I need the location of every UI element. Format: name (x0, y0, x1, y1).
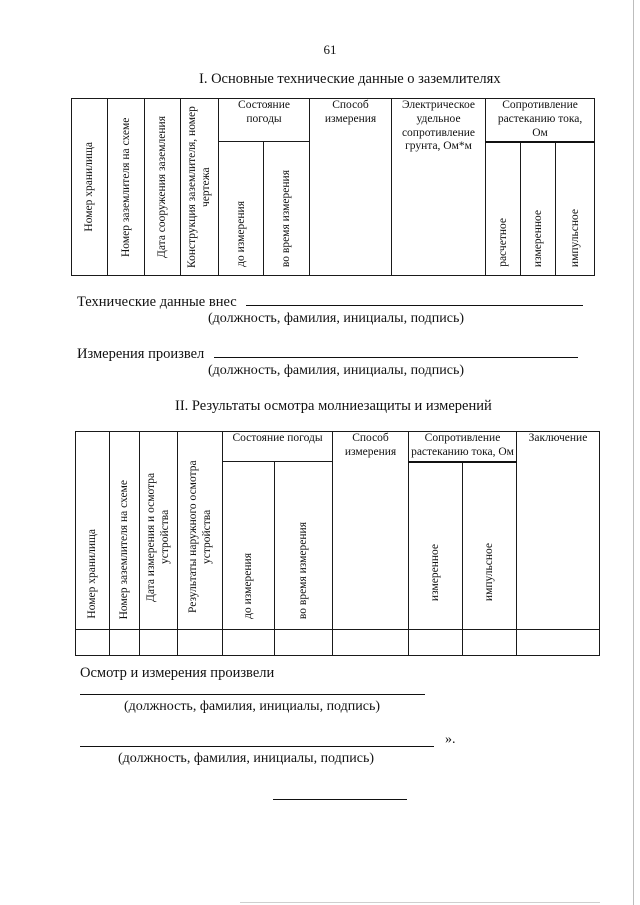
s2-h-results: Результаты наружного осмотра устройства (178, 432, 223, 630)
s2-cell-res-impulse[interactable] (463, 630, 517, 656)
inspected-caption-2: (должность, фамилия, инициалы, подпись) (118, 751, 375, 766)
inspected-by-label: Осмотр и измерения произвели (80, 665, 275, 681)
section1-title: I. Основные технические данные о заземлителях (199, 71, 501, 87)
section1-table (71, 98, 595, 276)
s2-cell-res-measured[interactable] (409, 630, 463, 656)
s1-h-build-date: Дата сооружения заземления (145, 99, 181, 276)
s2-h-res-impulse: импульсное (463, 462, 517, 630)
s2-h-grounder-no: Номер заземлителя на схеме (110, 432, 140, 630)
s2-empty-row (76, 630, 600, 656)
s2-h-resistance: Сопротивление растеканию тока, Ом (409, 432, 517, 462)
measured-by-label: Измерения произвел (77, 346, 205, 362)
s1-h-resistance: Сопротивление растеканию тока, Ом (486, 99, 595, 142)
s1-h-res-impulse: импульсное (556, 142, 595, 276)
page-edge (633, 0, 634, 905)
section2-title: II. Результаты осмотра молниезащиты и измерений (175, 398, 492, 414)
s2-cell-weather-before[interactable] (223, 630, 275, 656)
inspected-caption-1: (должность, фамилия, инициалы, подпись) (124, 699, 381, 714)
tech-data-signature-line[interactable] (246, 305, 583, 306)
measured-by-signature-line[interactable] (214, 357, 578, 358)
s2-h-weather-before: до измерения (223, 462, 275, 630)
s2-h-storage-no: Номер хранилища (76, 432, 110, 630)
s2-h-date: Дата измерения и осмотра устройства (140, 432, 178, 630)
s1-h-storage-no: Номер хранилища (72, 99, 108, 276)
s2-cell-grounder-no[interactable] (110, 630, 140, 656)
s1-h-res-calc: расчетное (486, 142, 521, 276)
s2-h-weather-during: во время измерения (275, 462, 333, 630)
inspected-signature-line-1[interactable] (80, 694, 425, 695)
tech-data-label: Технические данные внес (77, 294, 237, 310)
s2-h-conclusion: Заключение (517, 432, 600, 630)
s2-cell-method[interactable] (333, 630, 409, 656)
s2-h-res-measured: измеренное (409, 462, 463, 630)
section2-table (75, 431, 600, 656)
s2-cell-date[interactable] (140, 630, 178, 656)
s1-h-construction: Конструкция заземлителя, номер чертежа (181, 99, 219, 276)
s2-cell-results[interactable] (178, 630, 223, 656)
s2-cell-conclusion[interactable] (517, 630, 600, 656)
s2-h-weather: Состояние погоды (223, 432, 333, 462)
s1-h-weather-before: до измерения (219, 142, 264, 276)
s1-h-weather: Состояние погоды (219, 99, 310, 142)
scan-edge (240, 902, 600, 903)
date-signature-line[interactable] (273, 799, 407, 800)
quote-close: ». (445, 732, 456, 747)
tech-data-caption: (должность, фамилия, инициалы, подпись) (208, 311, 465, 326)
s2-cell-storage-no[interactable] (76, 630, 110, 656)
inspected-signature-line-2[interactable] (80, 746, 434, 747)
s1-h-weather-during: во время измерения (264, 142, 310, 276)
s1-h-grounder-no: Номер заземлителя на схеме (108, 99, 145, 276)
s2-h-method: Способ измерения (333, 432, 409, 630)
s2-cell-weather-during[interactable] (275, 630, 333, 656)
s1-h-res-measured: измеренное (521, 142, 556, 276)
page-number: 61 (323, 42, 337, 57)
s1-h-resistivity: Электрическое удельное сопротивление грунта, Ом*м (392, 99, 486, 276)
measured-by-caption: (должность, фамилия, инициалы, подпись) (208, 363, 465, 378)
s1-h-method: Способ измерения (310, 99, 392, 276)
